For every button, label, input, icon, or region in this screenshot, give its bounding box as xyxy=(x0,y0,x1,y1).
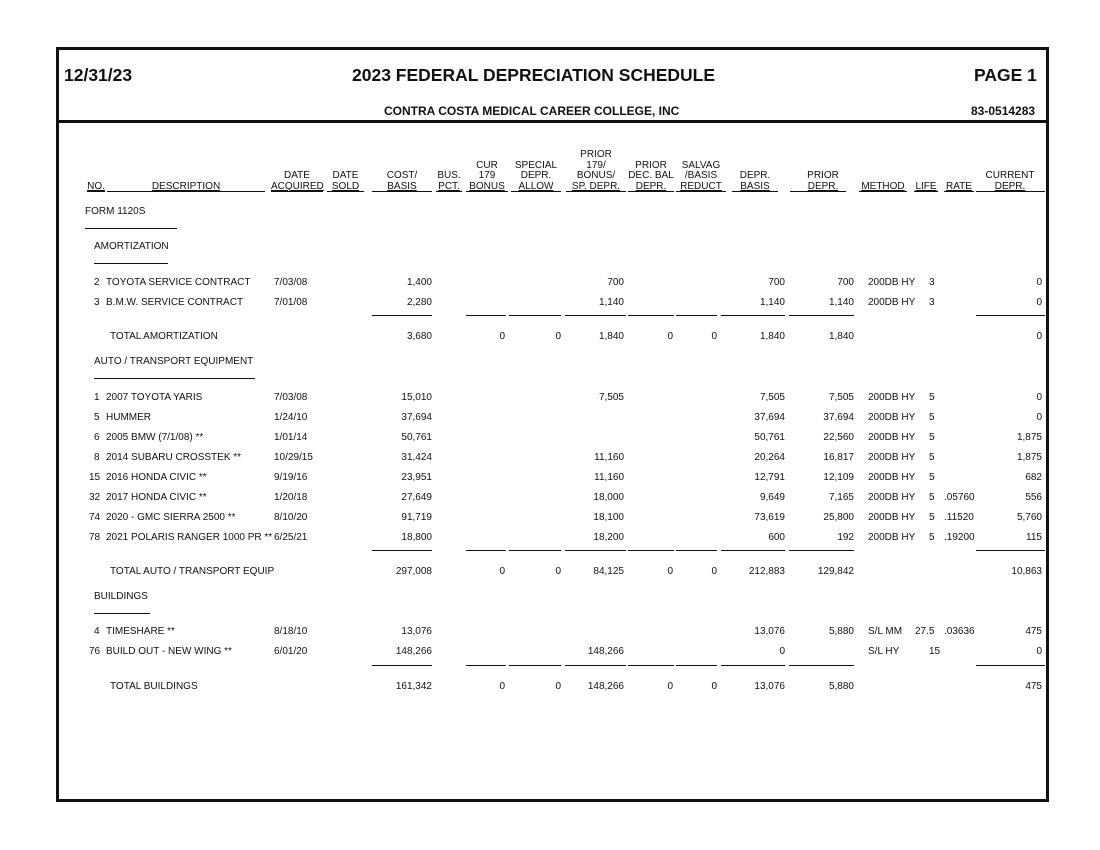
row-cost: 50,761 xyxy=(401,432,432,443)
row-description: 2020 - GMC SIERRA 2500 ** xyxy=(106,512,236,523)
subtotal-rule xyxy=(466,550,506,551)
subtotal-rule xyxy=(976,315,1045,316)
row-life: 5 xyxy=(929,432,935,443)
total-prior-depr: 1,840 xyxy=(828,331,854,342)
col-life: LIFE xyxy=(915,180,937,192)
row-life: 5 xyxy=(929,472,935,483)
total-current-depr: 10,863 xyxy=(1011,566,1042,577)
row-date-acquired: 7/03/08 xyxy=(274,392,308,403)
section-heading: BUILDINGS xyxy=(94,591,148,602)
row-depr-basis: 12,791 xyxy=(754,472,785,483)
row-date-acquired: 8/18/10 xyxy=(274,626,308,637)
row-current-depr: 556 xyxy=(1025,492,1042,503)
row-prior-depr: 12,109 xyxy=(823,472,854,483)
col-prior-dec-bal: PRIOR DEC. BAL DEPR. xyxy=(628,159,674,192)
row-number: 6 xyxy=(94,432,100,443)
header-underline xyxy=(466,191,508,192)
row-method: 200DB HY xyxy=(868,432,916,443)
row-number: 74 xyxy=(89,512,101,523)
row-life: 5 xyxy=(929,412,935,423)
header-underline xyxy=(676,191,726,192)
row-current-depr: 475 xyxy=(1025,626,1042,637)
col-salvag: SALVAG /BASIS REDUCT xyxy=(680,159,722,192)
section-underline xyxy=(94,378,255,379)
subtotal-rule xyxy=(565,665,626,666)
total-prior179: 84,125 xyxy=(593,566,624,577)
row-description: B.M.W. SERVICE CONTRACT xyxy=(106,297,244,308)
row-date-acquired: 6/01/20 xyxy=(274,646,308,657)
total-cur179: 0 xyxy=(499,681,505,692)
total-current-depr: 475 xyxy=(1025,681,1042,692)
subtotal-rule xyxy=(628,665,674,666)
total-depr-basis: 1,840 xyxy=(759,331,785,342)
subtotal-rule xyxy=(372,315,432,316)
row-current-depr: 1,875 xyxy=(1016,452,1042,463)
row-date-acquired: 7/03/08 xyxy=(274,277,308,288)
row-current-depr: 0 xyxy=(1036,646,1042,657)
col-rate: RATE xyxy=(946,180,972,192)
row-date-acquired: 1/01/14 xyxy=(274,432,308,443)
row-depr-basis: 50,761 xyxy=(754,432,785,443)
row-life: 3 xyxy=(929,277,935,288)
row-number: 15 xyxy=(89,472,101,483)
section-heading: AUTO / TRANSPORT EQUIPMENT xyxy=(94,356,254,367)
subtotal-rule xyxy=(466,665,506,666)
row-depr-basis: 1,140 xyxy=(759,297,785,308)
header-underline xyxy=(327,191,364,192)
total-salvag: 0 xyxy=(711,681,717,692)
row-life: 27.5 xyxy=(915,626,935,637)
subtotal-rule xyxy=(372,665,432,666)
header-underline xyxy=(87,191,105,192)
total-prior-depr: 129,842 xyxy=(817,566,854,577)
page-number: PAGE 1 xyxy=(974,65,1037,85)
col-cost-basis: COST/ BASIS xyxy=(386,170,418,192)
row-prior-depr: 7,505 xyxy=(828,392,854,403)
row-depr-basis: 13,076 xyxy=(754,626,785,637)
row-cost: 31,424 xyxy=(401,452,432,463)
col-no: NO. xyxy=(87,180,105,192)
subtotal-rule xyxy=(628,315,674,316)
row-method: 200DB HY xyxy=(868,512,916,523)
header-underline xyxy=(944,191,974,192)
row-method: 200DB HY xyxy=(868,452,916,463)
row-date-acquired: 9/19/16 xyxy=(274,472,308,483)
row-current-depr: 0 xyxy=(1036,392,1042,403)
total-prior-dec: 0 xyxy=(667,681,673,692)
row-prior-depr: 25,800 xyxy=(823,512,854,523)
row-prior179: 1,140 xyxy=(598,297,624,308)
subtotal-rule xyxy=(372,550,432,551)
subtotal-rule xyxy=(721,665,785,666)
report-date: 12/31/23 xyxy=(64,65,133,85)
col-current-depr: CURRENT DEPR. xyxy=(985,170,1035,192)
row-description: BUILD OUT - NEW WING ** xyxy=(106,646,232,657)
col-date-acquired: DATE ACQUIRED xyxy=(271,170,324,192)
total-prior-dec: 0 xyxy=(667,331,673,342)
row-prior-depr: 5,880 xyxy=(828,626,854,637)
row-cost: 27,649 xyxy=(401,492,432,503)
row-method: 200DB HY xyxy=(868,392,916,403)
subtotal-rule xyxy=(509,315,561,316)
row-method: 200DB HY xyxy=(868,412,916,423)
row-method: 200DB HY xyxy=(868,472,916,483)
row-depr-basis: 0 xyxy=(779,646,785,657)
header-underline xyxy=(436,191,462,192)
total-label: TOTAL AMORTIZATION xyxy=(110,331,218,342)
col-description: DESCRIPTION xyxy=(151,180,221,192)
subtotal-rule xyxy=(466,315,506,316)
section-underline xyxy=(94,613,150,614)
row-depr-basis: 600 xyxy=(768,532,785,543)
report-title: 2023 FEDERAL DEPRECIATION SCHEDULE xyxy=(352,65,716,85)
row-prior-depr: 700 xyxy=(837,277,854,288)
company-ein: 83-0514283 xyxy=(971,104,1036,118)
row-rate: .03636 xyxy=(944,626,975,637)
header-underline xyxy=(628,191,674,192)
row-prior179: 7,505 xyxy=(598,392,624,403)
row-method: 200DB HY xyxy=(868,277,916,288)
subtotal-rule xyxy=(789,315,854,316)
row-date-acquired: 10/29/15 xyxy=(274,452,313,463)
row-cost: 13,076 xyxy=(401,626,432,637)
row-depr-basis: 7,505 xyxy=(759,392,785,403)
row-date-acquired: 7/01/08 xyxy=(274,297,308,308)
row-life: 5 xyxy=(929,452,935,463)
row-number: 5 xyxy=(94,412,100,423)
row-prior179: 11,160 xyxy=(594,472,624,483)
row-number: 32 xyxy=(89,492,101,503)
row-date-acquired: 1/24/10 xyxy=(274,412,308,423)
row-cost: 18,800 xyxy=(401,532,432,543)
subtotal-rule xyxy=(789,665,854,666)
header-underline xyxy=(859,191,907,192)
col-prior179: PRIOR 179/ BONUS/ SP. DEPR. xyxy=(571,149,621,192)
header-underline xyxy=(976,191,1045,192)
row-method: S/L MM xyxy=(868,626,903,637)
subtotal-rule xyxy=(676,550,717,551)
row-prior-depr: 7,165 xyxy=(828,492,854,503)
row-description: 2005 BMW (7/1/08) ** xyxy=(106,432,204,443)
total-depr-basis: 212,883 xyxy=(748,566,785,577)
section-underline xyxy=(94,263,168,264)
row-method: S/L HY xyxy=(868,646,900,657)
row-number: 3 xyxy=(94,297,100,308)
subtotal-rule xyxy=(676,315,717,316)
subtotal-rule xyxy=(565,315,626,316)
total-prior-dec: 0 xyxy=(667,566,673,577)
header-divider xyxy=(56,120,1049,123)
row-rate: .05760 xyxy=(944,492,975,503)
header-underline xyxy=(107,191,265,192)
row-number: 76 xyxy=(89,646,101,657)
total-salvag: 0 xyxy=(711,566,717,577)
header-underline xyxy=(732,191,778,192)
header-underline xyxy=(511,191,561,192)
row-current-depr: 0 xyxy=(1036,277,1042,288)
row-current-depr: 115 xyxy=(1026,532,1042,543)
row-number: 8 xyxy=(94,452,100,463)
row-description: 2014 SUBARU CROSSTEK ** xyxy=(106,452,242,463)
subtotal-rule xyxy=(628,550,674,551)
row-prior179: 11,160 xyxy=(594,452,624,463)
row-prior-depr: 22,560 xyxy=(823,432,854,443)
row-method: 200DB HY xyxy=(868,532,916,543)
col-method: METHOD xyxy=(861,180,905,192)
row-prior179: 18,000 xyxy=(593,492,624,503)
row-prior179: 148,266 xyxy=(587,646,624,657)
total-cost: 297,008 xyxy=(395,566,432,577)
company-name: CONTRA COSTA MEDICAL CAREER COLLEGE, INC xyxy=(384,104,680,118)
row-date-acquired: 1/20/18 xyxy=(274,492,308,503)
row-prior-depr: 16,817 xyxy=(823,452,854,463)
total-depr-basis: 13,076 xyxy=(754,681,785,692)
header-underline xyxy=(790,191,846,192)
row-cost: 2,280 xyxy=(406,297,432,308)
row-prior179: 18,100 xyxy=(593,512,624,523)
subtotal-rule xyxy=(789,550,854,551)
total-label: TOTAL AUTO / TRANSPORT EQUIP xyxy=(110,566,275,577)
row-date-acquired: 6/25/21 xyxy=(274,532,308,543)
col-cur179-bonus: CUR 179 BONUS xyxy=(469,159,505,192)
total-special: 0 xyxy=(555,331,561,342)
row-cost: 148,266 xyxy=(395,646,432,657)
row-description: 2021 POLARIS RANGER 1000 PR ** xyxy=(106,532,273,543)
row-cost: 91,719 xyxy=(401,512,432,523)
col-special-depr: SPECIAL DEPR. ALLOW xyxy=(514,159,558,192)
row-rate: .11520 xyxy=(944,512,974,523)
subtotal-rule xyxy=(509,665,561,666)
row-description: TIMESHARE ** xyxy=(106,626,175,637)
row-rate: .19200 xyxy=(944,532,975,543)
row-description: 2017 HONDA CIVIC ** xyxy=(106,492,207,503)
subtotal-rule xyxy=(676,665,717,666)
row-current-depr: 5,760 xyxy=(1016,512,1042,523)
row-date-acquired: 8/10/20 xyxy=(274,512,308,523)
total-cur179: 0 xyxy=(499,566,505,577)
total-prior179: 148,266 xyxy=(587,681,624,692)
total-special: 0 xyxy=(555,681,561,692)
row-depr-basis: 700 xyxy=(768,277,785,288)
row-life: 3 xyxy=(929,297,935,308)
subtotal-rule xyxy=(976,665,1045,666)
section-heading: AMORTIZATION xyxy=(94,241,169,252)
header-underline xyxy=(372,191,432,192)
row-depr-basis: 37,694 xyxy=(754,412,785,423)
col-date-sold: DATE SOLD xyxy=(331,170,360,192)
row-life: 5 xyxy=(929,492,935,503)
total-prior-depr: 5,880 xyxy=(828,681,854,692)
row-current-depr: 1,875 xyxy=(1016,432,1042,443)
row-method: 200DB HY xyxy=(868,492,916,503)
subtotal-rule xyxy=(509,550,561,551)
form-label: FORM 1120S xyxy=(85,206,146,217)
row-number: 78 xyxy=(89,532,101,543)
row-number: 2 xyxy=(94,277,100,288)
total-cost: 161,342 xyxy=(395,681,432,692)
row-cost: 23,951 xyxy=(401,472,432,483)
total-prior179: 1,840 xyxy=(598,331,624,342)
row-prior-depr: 192 xyxy=(837,532,854,543)
row-life: 15 xyxy=(929,646,941,657)
total-cost: 3,680 xyxy=(406,331,432,342)
row-cost: 37,694 xyxy=(401,412,432,423)
row-prior179: 700 xyxy=(607,277,624,288)
total-salvag: 0 xyxy=(711,331,717,342)
subtotal-rule xyxy=(976,550,1045,551)
total-current-depr: 0 xyxy=(1036,331,1042,342)
row-current-depr: 682 xyxy=(1025,472,1042,483)
total-special: 0 xyxy=(555,566,561,577)
row-description: TOYOTA SERVICE CONTRACT xyxy=(106,277,251,288)
row-number: 1 xyxy=(94,392,100,403)
subtotal-rule xyxy=(565,550,626,551)
row-method: 200DB HY xyxy=(868,297,916,308)
row-cost: 1,400 xyxy=(406,277,432,288)
row-description: 2007 TOYOTA YARIS xyxy=(106,392,203,403)
header-underline xyxy=(566,191,626,192)
row-life: 5 xyxy=(929,392,935,403)
row-current-depr: 0 xyxy=(1036,297,1042,308)
total-label: TOTAL BUILDINGS xyxy=(110,681,198,692)
row-description: 2016 HONDA CIVIC ** xyxy=(106,472,207,483)
row-life: 5 xyxy=(929,512,935,523)
row-prior179: 18,200 xyxy=(593,532,624,543)
header-underline xyxy=(914,191,938,192)
row-depr-basis: 73,619 xyxy=(754,512,785,523)
subtotal-rule xyxy=(721,550,785,551)
header-underline xyxy=(271,191,323,192)
row-cost: 15,010 xyxy=(401,392,432,403)
total-cur179: 0 xyxy=(499,331,505,342)
row-prior-depr: 1,140 xyxy=(828,297,854,308)
subtotal-rule xyxy=(721,315,785,316)
col-bus-pct: BUS. PCT. xyxy=(437,170,461,192)
row-number: 4 xyxy=(94,626,100,637)
row-life: 5 xyxy=(929,532,935,543)
col-depr-basis: DEPR. BASIS xyxy=(739,170,771,192)
row-current-depr: 0 xyxy=(1036,412,1042,423)
row-depr-basis: 9,649 xyxy=(759,492,785,503)
form-label-underline xyxy=(85,228,177,229)
col-prior-depr: PRIOR DEPR. xyxy=(807,170,839,192)
row-description: HUMMER xyxy=(106,412,151,423)
row-depr-basis: 20,264 xyxy=(754,452,785,463)
row-prior-depr: 37,694 xyxy=(823,412,854,423)
